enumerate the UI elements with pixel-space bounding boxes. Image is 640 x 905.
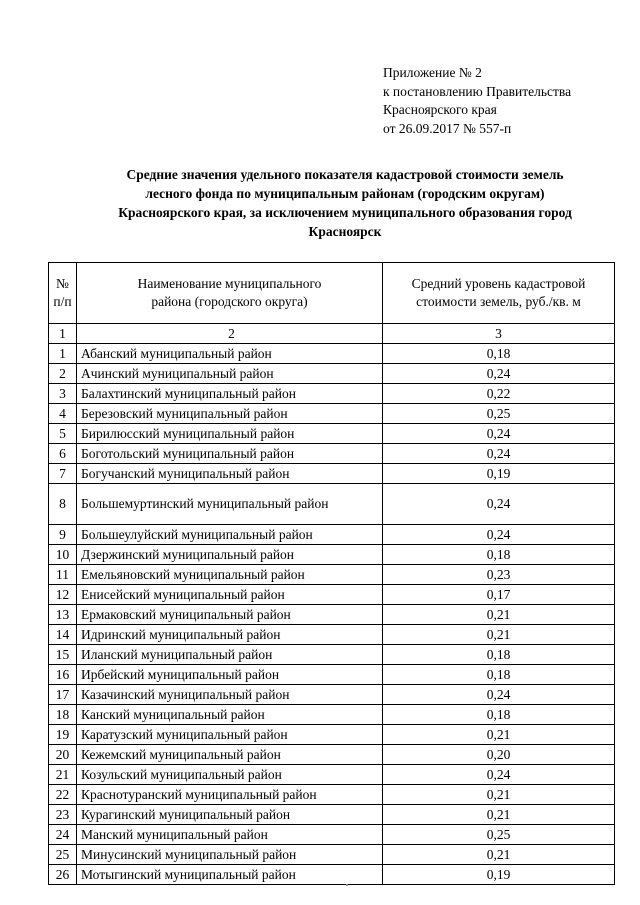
table-row [49, 444, 615, 464]
district-name: Большеулуйский муниципальный район [77, 525, 383, 545]
table-row [49, 765, 615, 785]
table-row [49, 585, 615, 605]
district-name: Дзержинский муниципальный район [77, 545, 383, 565]
appendix-line: Приложение № 2 [383, 65, 482, 80]
district-name: Ермаковский муниципальный район [77, 605, 383, 625]
title-line: лесного фонда по муниципальным районам (городским округам) [145, 186, 545, 201]
average-value: 0,24 [383, 484, 615, 525]
district-name: Бирилюсский муниципальный район [77, 424, 383, 444]
row-number: 6 [49, 444, 77, 464]
average-value: 0,24 [383, 424, 615, 444]
column-number-row [49, 324, 615, 344]
appendix-line: к постановлению Правительства [383, 83, 572, 99]
row-number: 11 [49, 565, 77, 585]
row-number: 24 [49, 825, 77, 845]
average-value: 0,24 [383, 765, 615, 785]
average-value: 0,21 [383, 625, 615, 645]
district-name: Каратузский муниципальный район [77, 725, 383, 745]
table-row [49, 805, 615, 825]
district-name: Кежемский муниципальный район [77, 745, 383, 765]
average-value: 0,21 [383, 805, 615, 825]
table-row [49, 484, 615, 525]
district-name: Канский муниципальный район [77, 705, 383, 725]
appendix-line: Красноярского края [383, 102, 497, 117]
table-row [49, 525, 615, 545]
district-name: Балахтинский муниципальный район [77, 384, 383, 404]
district-name: Ирбейский муниципальный район [77, 665, 383, 685]
district-name: Казачинский муниципальный район [77, 685, 383, 705]
table-row [49, 605, 615, 625]
average-value: 0,21 [383, 605, 615, 625]
table-header-row [49, 263, 615, 324]
row-number: 8 [49, 484, 77, 525]
row-number: 21 [49, 765, 77, 785]
average-value: 0,25 [383, 404, 615, 424]
column-number: 3 [383, 324, 615, 344]
row-number: 19 [49, 725, 77, 745]
average-value: 0,25 [383, 825, 615, 845]
district-name: Манский муниципальный район [77, 825, 383, 845]
appendix-block [383, 64, 571, 138]
district-name: Большемуртинский муниципальный район [77, 484, 383, 525]
average-value: 0,19 [383, 464, 615, 484]
header-number-line2: п/п [53, 294, 72, 309]
title-line: Красноярского края, за исключением муниципального образования город [118, 205, 572, 220]
table-row [49, 565, 615, 585]
cadastral-value-table [48, 262, 615, 885]
average-value: 0,18 [383, 645, 615, 665]
row-number: 10 [49, 545, 77, 565]
district-name: Енисейский муниципальный район [77, 585, 383, 605]
average-value: 0,18 [383, 705, 615, 725]
row-number: 18 [49, 705, 77, 725]
average-value: 0,18 [383, 344, 615, 364]
column-number: 1 [49, 324, 77, 344]
table-row [49, 845, 615, 865]
average-value: 0,20 [383, 745, 615, 765]
district-name: Ачинский муниципальный район [77, 364, 383, 384]
header-name-line1: Наименование муниципального [137, 276, 322, 291]
table-row [49, 645, 615, 665]
average-value: 0,21 [383, 845, 615, 865]
row-number: 9 [49, 525, 77, 545]
row-number: 25 [49, 845, 77, 865]
average-value: 0,24 [383, 525, 615, 545]
table-row [49, 865, 615, 885]
district-name: Иланский муниципальный район [77, 645, 383, 665]
row-number: 23 [49, 805, 77, 825]
average-value: 0,21 [383, 785, 615, 805]
table-row [49, 545, 615, 565]
average-value: 0,22 [383, 384, 615, 404]
header-district-name [77, 263, 383, 324]
header-name-line2: района (городского округа) [151, 294, 308, 309]
district-name: Козульский муниципальный район [77, 765, 383, 785]
district-name: Абанский муниципальный район [77, 344, 383, 364]
table-row [49, 785, 615, 805]
row-number: 1 [49, 344, 77, 364]
appendix-line: от 26.09.2017 № 557-п [383, 120, 512, 136]
district-name: Краснотуранский муниципальный район [77, 785, 383, 805]
table-row [49, 384, 615, 404]
average-value: 0,24 [383, 364, 615, 384]
row-number: 4 [49, 404, 77, 424]
table-row [49, 825, 615, 845]
row-number: 13 [49, 605, 77, 625]
row-number: 20 [49, 745, 77, 765]
district-name: Минусинский муниципальный район [77, 845, 383, 865]
table-row [49, 404, 615, 424]
district-name: Емельяновский муниципальный район [77, 565, 383, 585]
row-number: 16 [49, 665, 77, 685]
row-number: 22 [49, 785, 77, 805]
row-number: 7 [49, 464, 77, 484]
row-number: 26 [49, 865, 77, 885]
table-row [49, 665, 615, 685]
average-value: 0,18 [383, 665, 615, 685]
row-number: 15 [49, 645, 77, 665]
district-name: Курагинский муниципальный район [77, 805, 383, 825]
table-row [49, 464, 615, 484]
header-average-value [383, 263, 615, 324]
average-value: 0,19 [383, 865, 615, 885]
average-value: 0,17 [383, 585, 615, 605]
document-title [60, 165, 630, 241]
district-name: Березовский муниципальный район [77, 404, 383, 424]
district-name: Мотыгинский муниципальный район [77, 865, 383, 885]
row-number: 3 [49, 384, 77, 404]
table-row [49, 725, 615, 745]
district-name: Богучанский муниципальный район [77, 464, 383, 484]
row-number: 2 [49, 364, 77, 384]
table-row [49, 424, 615, 444]
table-row [49, 344, 615, 364]
average-value: 0,18 [383, 545, 615, 565]
average-value: 0,21 [383, 725, 615, 745]
header-value-line1: Средний уровень кадастровой [411, 276, 586, 291]
row-number: 14 [49, 625, 77, 645]
row-number: 17 [49, 685, 77, 705]
title-line: Средние значения удельного показателя кадастровой стоимости земель [126, 167, 564, 182]
column-number: 2 [77, 324, 383, 344]
table-row [49, 625, 615, 645]
average-value: 0,23 [383, 565, 615, 585]
table-row [49, 745, 615, 765]
table-row [49, 685, 615, 705]
district-name: Идринский муниципальный район [77, 625, 383, 645]
district-name: Боготольский муниципальный район [77, 444, 383, 464]
header-number [49, 263, 77, 324]
row-number: 5 [49, 424, 77, 444]
header-number-line1: № [56, 276, 69, 291]
row-number: 12 [49, 585, 77, 605]
table-row [49, 364, 615, 384]
header-value-line2: стоимости земель, руб./кв. м [416, 294, 581, 309]
scan-speck [346, 884, 348, 886]
average-value: 0,24 [383, 685, 615, 705]
title-line: Красноярск [308, 224, 382, 239]
table-row [49, 705, 615, 725]
average-value: 0,24 [383, 444, 615, 464]
